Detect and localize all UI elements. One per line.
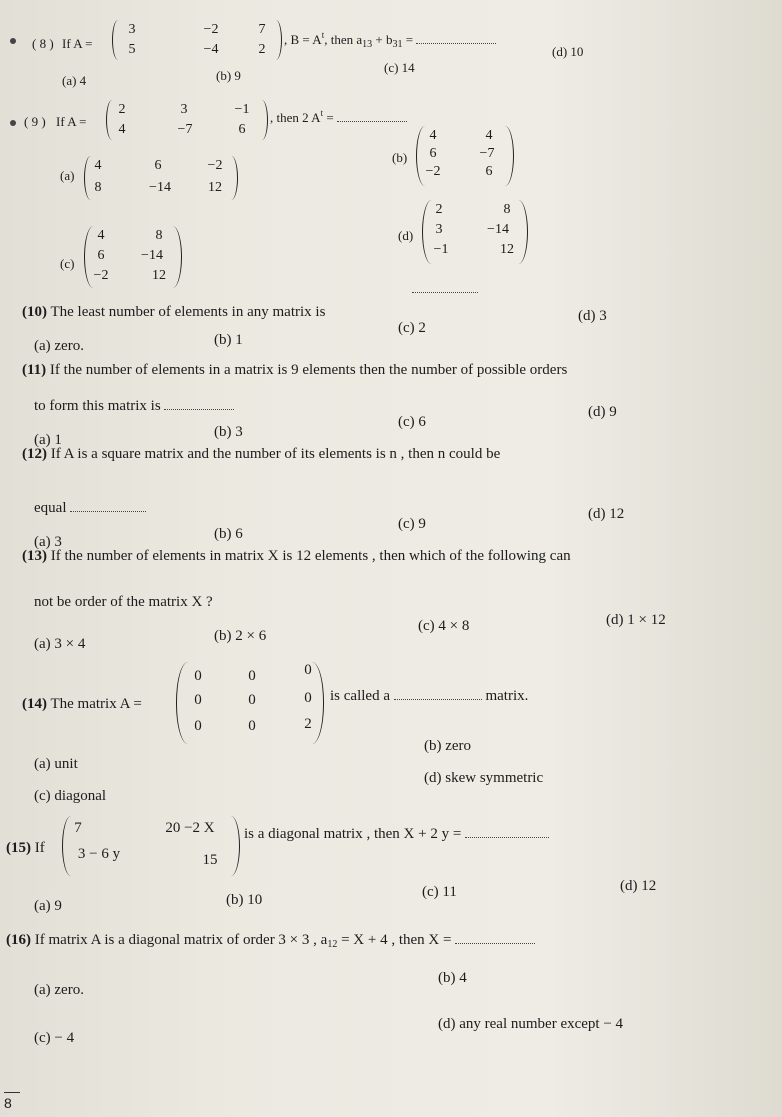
q13-question-line2: not be order of the matrix X ? [34,594,213,610]
q8-cell: −4 [203,42,219,57]
q8-option-a[interactable]: (a) 4 [62,73,87,88]
q14-question: (14) The matrix A = [22,696,142,712]
q9a-cell: −14 [149,180,171,195]
q9-cell: 2 [118,102,126,117]
q15-cell: 3 − 6 y [77,846,121,862]
q9d-cell: 2 [435,202,443,217]
q16-question: (16) If matrix A is a diagonal matrix of order 3 × 3 , $a_{12} = X + 4$ , then X = [6,932,535,950]
q12-option-a[interactable]: (a) 3 [34,534,62,550]
q13-option-c[interactable]: (c) 4 × 8 [418,618,470,634]
answer-blank[interactable] [465,837,549,838]
margin-bullet [10,38,16,44]
q8-statement: , $B = A^t$, then $a_{13} + b_{31}$ = [284,30,496,50]
q9-option-d-label[interactable]: (d) [398,228,414,243]
q9-prefix: If A = [56,114,87,129]
q14-cell: 0 [194,668,202,684]
q15-option-d[interactable]: (d) 12 [620,878,657,894]
q9-cell: 3 [180,102,188,117]
q16-option-c[interactable]: (c) − 4 [34,1030,75,1046]
q14-cell: 0 [194,692,202,708]
q8-number: ( 8 ) [32,36,54,51]
answer-blank[interactable] [412,292,478,293]
q9c-cell: 6 [97,248,105,263]
q9d-cell: 12 [500,242,514,257]
q10-question: (10) The least number of elements in any matrix is [22,304,326,320]
answer-blank[interactable] [70,511,146,512]
q8-option-d[interactable]: (d) 10 [552,44,584,59]
q9c-cell: −14 [141,248,163,263]
q9-cell: 6 [238,122,246,137]
q9-option-c-label[interactable]: (c) [60,256,75,271]
q9b-cell: 4 [429,128,437,143]
q11-option-a[interactable]: (a) 1 [34,432,62,448]
q11-question: (11) If the number of elements in a matrix is 9 elements then the number of possible orders [22,362,568,378]
q9d-cell: −14 [487,222,509,237]
q13-question: (13) If the number of elements in matrix X is 12 elements , then which of the following can [22,548,571,564]
q16-option-d[interactable]: (d) any real number except − 4 [438,1016,624,1032]
q9-cell: −1 [234,102,250,117]
q9b-cell: 6 [429,146,437,161]
q10-option-a[interactable]: (a) zero. [34,338,84,354]
q8-option-c[interactable]: (c) 14 [384,60,415,75]
q9b-cell: 6 [485,164,493,179]
q14-option-a[interactable]: (a) unit [34,756,78,772]
q15-cell: 7 [74,820,82,836]
q9d-cell: 8 [503,202,511,217]
q9c-cell: 4 [97,228,105,243]
q13-option-a[interactable]: (a) 3 × 4 [34,636,86,652]
q9c-cell: −2 [93,268,109,283]
answer-blank[interactable] [416,43,496,44]
q14-statement: is called a matrix. [330,688,529,704]
q9-number: ( 9 ) [24,114,46,129]
q9a-cell: −2 [207,158,223,173]
q9-option-b-label[interactable]: (b) [392,150,408,165]
q9c-cell: 8 [155,228,163,243]
q11-option-c[interactable]: (c) 6 [398,414,426,430]
q8-cell: 7 [258,22,266,37]
q14-cell: 0 [304,690,312,706]
q15-statement: is a diagonal matrix , then X + 2 y = [244,826,549,843]
q10-option-c[interactable]: (c) 2 [398,320,426,336]
answer-blank[interactable] [337,121,407,122]
q8-cell: 3 [128,22,136,37]
q9b-cell: −7 [479,146,495,161]
q16-option-a[interactable]: (a) zero. [34,982,84,998]
q12-option-c[interactable]: (c) 9 [398,516,426,532]
q15-option-b[interactable]: (b) 10 [226,892,263,908]
answer-blank[interactable] [455,943,535,944]
q9-cell: 4 [118,122,126,137]
q9c-cell: 12 [152,268,166,283]
q15-cell: 15 [202,852,218,868]
q14-cell: 2 [304,716,312,732]
q9-option-a-label[interactable]: (a) [60,168,75,183]
answer-blank[interactable] [394,699,482,700]
margin-bullet [10,120,16,126]
q8-cell: −2 [203,22,219,37]
q10-option-b[interactable]: (b) 1 [214,332,243,348]
q11-question-line2: to form this matrix is [34,398,234,415]
q8-option-b[interactable]: (b) 9 [216,68,241,83]
q14-option-d[interactable]: (d) skew symmetric [424,770,544,786]
q14-option-c[interactable]: (c) diagonal [34,788,107,804]
q15-cell: 20 −2 X [165,820,215,836]
q9b-cell: 4 [485,128,493,143]
q14-cell: 0 [248,668,256,684]
q11-option-b[interactable]: (b) 3 [214,424,243,440]
q9a-cell: 4 [94,158,102,173]
q14-cell: 0 [304,662,312,678]
q14-cell: 0 [248,692,256,708]
q12-question-line2: equal [34,500,146,517]
q9a-cell: 12 [208,180,222,195]
q9-cell: −7 [177,122,193,137]
q12-question: (12) If A is a square matrix and the number of its elements is n , then n could be [22,446,501,462]
q11-option-d[interactable]: (d) 9 [588,404,617,420]
q15-option-c[interactable]: (c) 11 [422,884,457,900]
q13-option-d[interactable]: (d) 1 × 12 [606,612,666,628]
q8-cell: 5 [128,42,136,57]
q14-cell: 0 [194,718,202,734]
q14-option-b[interactable]: (b) zero [424,738,472,754]
q8-cell: 2 [258,42,266,57]
answer-blank[interactable] [164,409,234,410]
q16-option-b[interactable]: (b) 4 [438,970,467,986]
q15-question: (15) If [6,840,45,856]
q9d-cell: −1 [433,242,449,257]
q15-option-a[interactable]: (a) 9 [34,898,62,914]
q9a-cell: 6 [154,158,162,173]
q9a-cell: 8 [94,180,102,195]
q12-option-b[interactable]: (b) 6 [214,526,243,542]
q10-option-d[interactable]: (d) 3 [578,308,607,324]
q9b-cell: −2 [425,164,441,179]
page-number: 8 [4,1092,20,1111]
q12-option-d[interactable]: (d) 12 [588,506,625,522]
q8-prefix: If A = [62,36,93,51]
q14-cell: 0 [248,718,256,734]
q13-option-b[interactable]: (b) 2 × 6 [214,628,267,644]
q9d-cell: 3 [435,222,443,237]
q9-statement: , then 2 $A^t$ = [270,108,407,126]
